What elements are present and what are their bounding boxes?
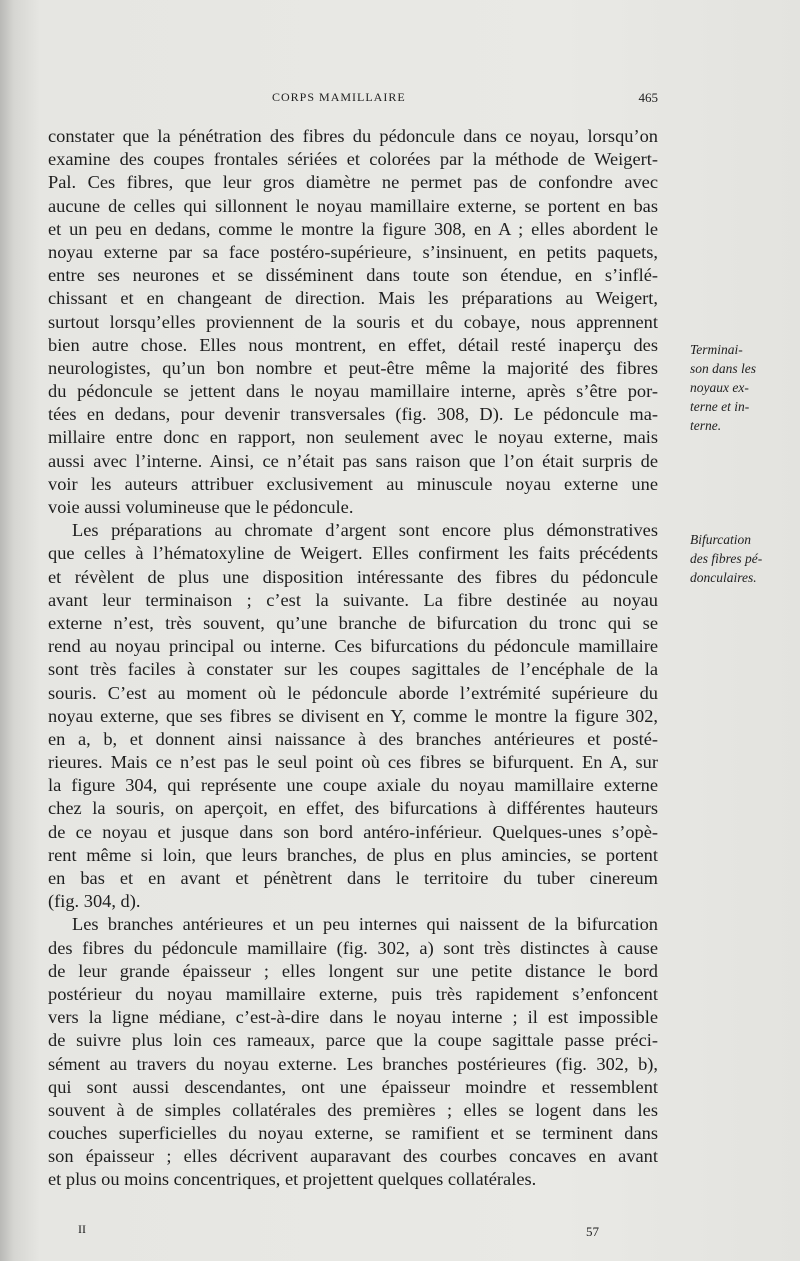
text-line: Pal. Ces fibres, que leur gros diamètre ne permet pas de confondre avec [48,172,658,193]
text-line: Les préparations au chromate d’argent sont encore plus démonstratives [72,520,658,541]
text-line: Les branches antérieures et un peu internes qui naissent de la bifurcation [72,914,658,935]
text-line: de suivre plus loin ces rameaux, parce que la coupe sagittale passe préci- [48,1030,658,1051]
text-line: qui sont aussi descendantes, ont une épaisseur moindre et ressemblent [48,1076,658,1097]
text-line: et plus ou moins concentriques, et projettent quelques collatérales. [48,1169,537,1190]
margin-note-line: des fibres pé- [690,551,763,566]
signature-mark: II [78,1222,86,1236]
text-line: de leur grande épaisseur ; elles longent sur une petite distance le bord [48,960,658,981]
text-line: en bas et en avant et pénètrent dans le territoire du tuber cinereum [48,868,658,888]
text-line: que celles à l’hématoxyline de Weigert. Elles confirment les faits précédents [48,543,658,564]
text-line: rend au noyau principal ou interne. Ces bifurcations du pédoncule mamillaire [48,636,658,657]
margin-note-line: Bifurcation [690,532,751,547]
text-line: en a, b, et donnent ainsi naissance à des branches antérieures et posté- [48,728,658,749]
text-line: millaire entre donc en rapport, non seulement avec le noyau externe, mais [48,427,658,448]
text-line: et un peu en dedans, comme le montre la figure 308, en A ; elles abordent le [48,218,658,239]
sheet-number: 57 [586,1224,599,1239]
margin-note-line: Terminai- [690,342,743,357]
body-text [48,125,658,1192]
text-line: souris. C’est au moment où le pédoncule aborde l’extrémité supérieure du [48,682,658,703]
text-line: la figure 304, qui représente une coupe axiale du noyau mamillaire externe [48,775,658,796]
margin-note-terminaison [690,340,790,435]
text-line: noyau externe par sa face postéro-supérieure, s’insinuent, en petits paquets, [48,241,658,262]
text-line: constater que la pénétration des fibres du pédoncule dans ce noyau, lorsqu’on [48,126,658,146]
text-line: voir les auteurs attribuer exclusivement au minuscule noyau externe une [48,473,658,494]
text-line: aussi avec l’interne. Ainsi, ce n’était pas sans raison que l’on était surpris de [48,450,658,471]
margin-note-bifurcation [690,530,790,587]
running-header [48,90,658,110]
text-line: externe n’est, très souvent, qu’une branche de bifurcation du tronc qui se [48,612,658,633]
text-line: entre ses neurones et se disséminent dans toute son étendue, en s’inflé- [48,265,658,286]
text-line: couches superficielles du noyau externe, se ramifient et se terminent dans [48,1123,658,1144]
running-title: CORPS MAMILLAIRE [272,90,406,104]
text-line: vers la ligne médiane, c’est-à-dire dans le noyau interne ; il est impossible [48,1007,658,1028]
margin-note-line: donculaires. [690,570,757,585]
text-line: souvent à de simples collatérales des premières ; elles se logent dans les [48,1099,658,1120]
text-line: chissant et en changeant de direction. Mais les préparations au Weigert, [48,288,658,309]
margin-note-line: son dans les [690,361,757,376]
text-line: son épaisseur ; elles décrivent auparavant des courbes concaves en avant [48,1146,658,1167]
text-line: tées en dedans, pour devenir transversales (fig. 308, D). Le pédoncule ma- [48,404,658,425]
text-line: chez la souris, on aperçoit, en effet, des bifurcations à différentes hauteurs [48,798,658,819]
text-line: rieures. Mais ce n’est pas le seul point où ces fibres se bifurquent. En A, sur [48,752,658,773]
text-line: rent même si loin, que leurs branches, de plus en plus amincies, se portent [48,844,658,865]
text-line: neurologistes, qu’un bon nombre et peut-être même la majorité des fibres [48,357,658,378]
text-line: examine des coupes frontales sériées et colorées par la méthode de Weigert- [48,149,658,170]
text-line: avant leur terminaison ; c’est la suivante. La fibre destinée au noyau [48,589,658,610]
text-line: aucune de celles qui sillonnent le noyau mamillaire externe, se portent en bas [48,195,658,216]
text-line: de ce noyau et jusque dans son bord antéro-inférieur. Quelques-unes s’opè- [48,821,658,842]
text-line: voie aussi volumineuse que le pédoncule. [48,497,354,517]
text-line: surtout lorsqu’elles proviennent de la souris et du cobaye, nous apprennent [48,311,658,332]
text-line: des fibres du pédoncule mamillaire (fig. 302, a) sont très distinctes à cause [48,937,658,958]
margin-note-line: terne et in- [690,399,750,414]
page-number: 465 [638,90,658,105]
text-line: bien autre chose. Elles nous montrent, en effet, détail resté inaperçu des [48,334,658,355]
page-footer [48,1222,658,1242]
margin-note-line: noyaux ex- [690,380,749,395]
text-line: du pédoncule se jettent dans le noyau mamillaire interne, après s’être por- [48,381,658,402]
text-line: sément au travers du noyau externe. Les branches postérieures (fig. 302, b), [48,1053,658,1074]
text-line: et révèlent de plus une disposition intéressante des fibres du pédoncule [48,566,658,587]
text-line: postérieur du noyau mamillaire externe, puis très rapidement s’enfoncent [48,983,658,1004]
text-line: sont très faciles à constater sur les coupes sagittales de l’encéphale de la [48,659,658,680]
margin-note-line: terne. [690,418,722,433]
text-line: noyau externe, que ses fibres se divisent en Y, comme le montre la figure 302, [48,705,658,726]
text-line: (fig. 304, d). [48,891,141,912]
